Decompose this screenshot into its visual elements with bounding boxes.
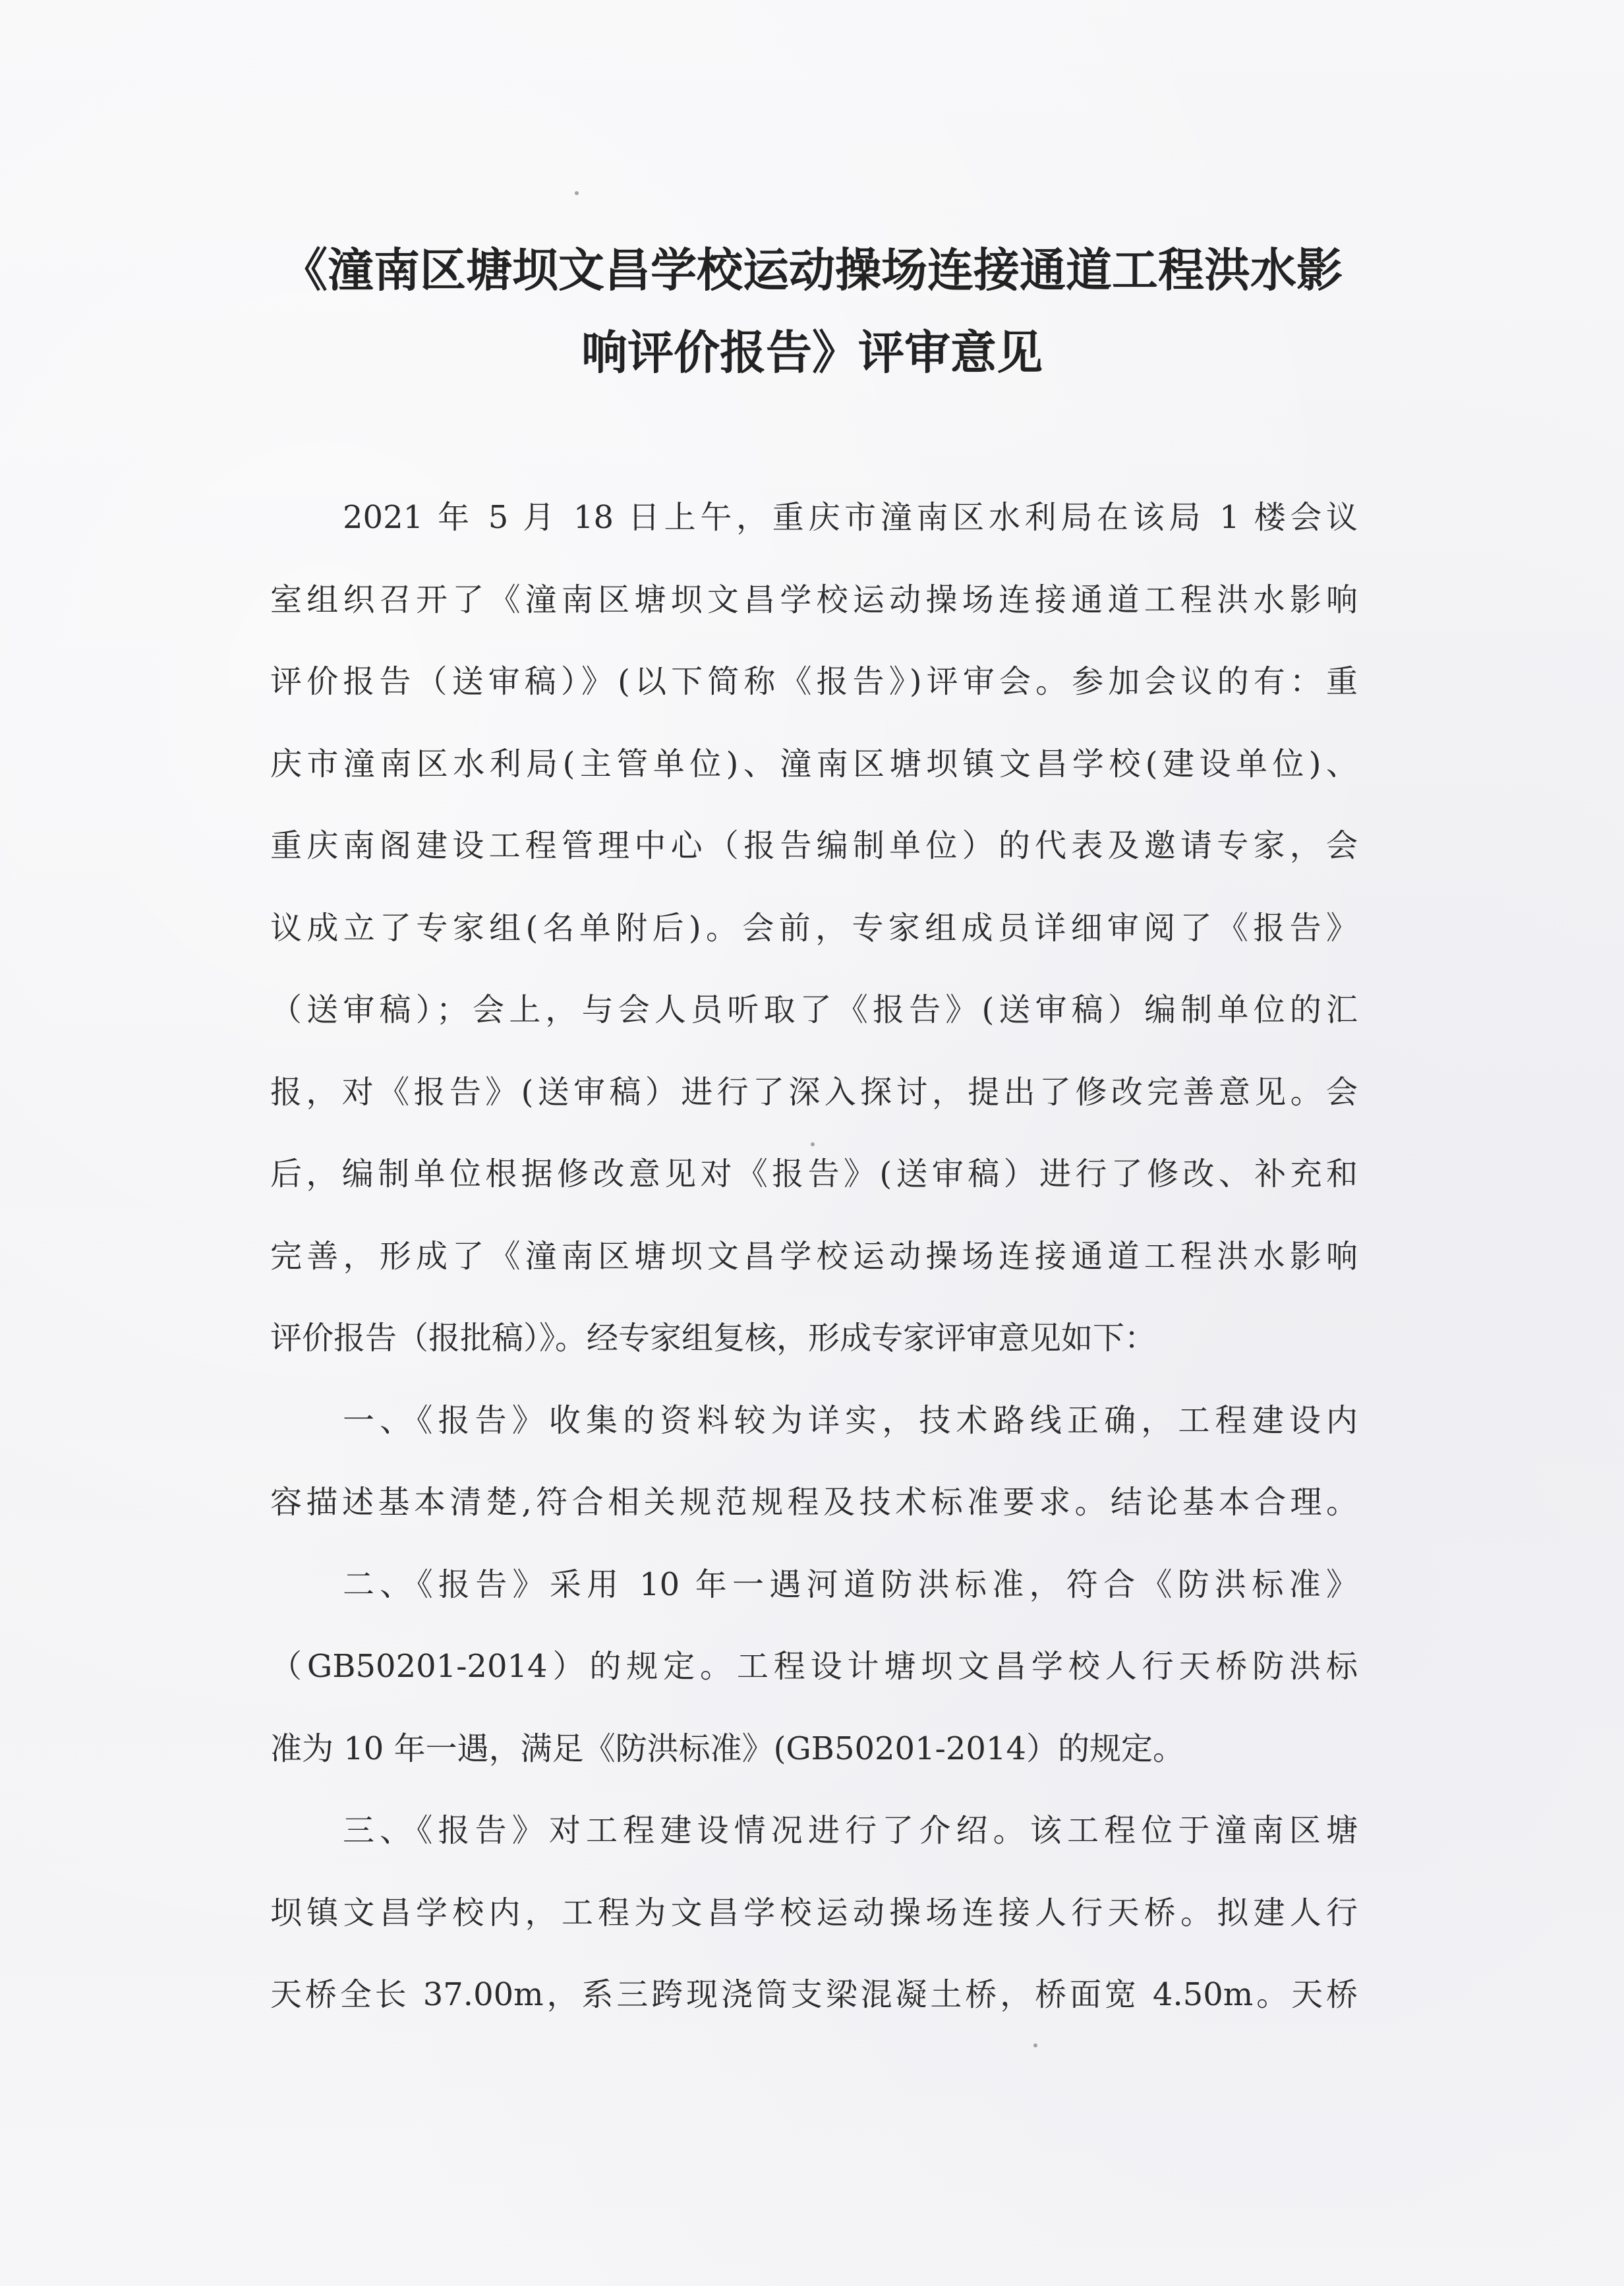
- paragraph-line: 天桥全长 37.00m，系三跨现浇筒支梁混凝土桥，桥面宽 4.50m。天桥: [270, 1976, 1358, 2013]
- paper-speck: [1033, 2043, 1037, 2047]
- document-title-line-2: 响评价报告》评审意见: [581, 325, 1043, 380]
- document-title-line-1: 《潼南区塘坝文昌学校运动操场连接通道工程洪水影: [281, 243, 1343, 297]
- paragraph-line: 三、《报告》对工程建设情况进行了介绍。该工程位于潼南区塘: [343, 1812, 1358, 1849]
- paragraph-line: 报，对《报告》(送审稿）进行了深入探讨，提出了修改完善意见。会: [270, 1074, 1358, 1111]
- paragraph-line: 容描述基本清楚,符合相关规范规程及技术标准要求。结论基本合理。: [270, 1484, 1358, 1521]
- paragraph-line: （GB50201-2014）的规定。工程设计塘坝文昌学校人行天桥防洪标: [270, 1648, 1358, 1685]
- paragraph-line: 完善，形成了《潼南区塘坝文昌学校运动操场连接通道工程洪水影响: [270, 1238, 1358, 1275]
- paragraph-line: 一、《报告》收集的资料较为详实，技术路线正确，工程建设内: [343, 1402, 1358, 1439]
- paragraph-line: 庆市潼南区水利局(主管单位)、潼南区塘坝镇文昌学校(建设单位)、: [270, 746, 1358, 782]
- paragraph-line: 准为 10 年一遇，满足《防洪标准》(GB50201-2014）的规定。: [270, 1730, 1185, 1767]
- paragraph-line: （送审稿）；会上，与会人员听取了《报告》(送审稿）编制单位的汇: [270, 991, 1358, 1028]
- paragraph-line: 室组织召开了《潼南区塘坝文昌学校运动操场连接通道工程洪水影响: [270, 581, 1358, 618]
- paragraph-line: 2021 年 5 月 18 日上午，重庆市潼南区水利局在该局 1 楼会议: [343, 499, 1358, 536]
- paper-speck: [811, 1142, 815, 1146]
- paragraph-line: 重庆南阁建设工程管理中心（报告编制单位）的代表及邀请专家，会: [270, 827, 1358, 864]
- paragraph-line: 议成立了专家组(名单附后)。会前，专家组成员详细审阅了《报告》: [270, 910, 1358, 947]
- paragraph-line: 坝镇文昌学校内，工程为文昌学校运动操场连接人行天桥。拟建人行: [270, 1894, 1358, 1931]
- paragraph-line: 后，编制单位根据修改意见对《报告》(送审稿）进行了修改、补充和: [270, 1156, 1358, 1192]
- paragraph-line: 二、《报告》采用 10 年一遇河道防洪标准，符合《防洪标准》: [343, 1566, 1358, 1603]
- paragraph-line: 评价报告（报批稿）》。经专家组复核，形成专家评审意见如下：: [270, 1320, 1157, 1357]
- paper-speck: [575, 191, 579, 195]
- paragraph-line: 评价报告（送审稿）》(以下简称《报告》)评审会。参加会议的有：重: [270, 663, 1358, 700]
